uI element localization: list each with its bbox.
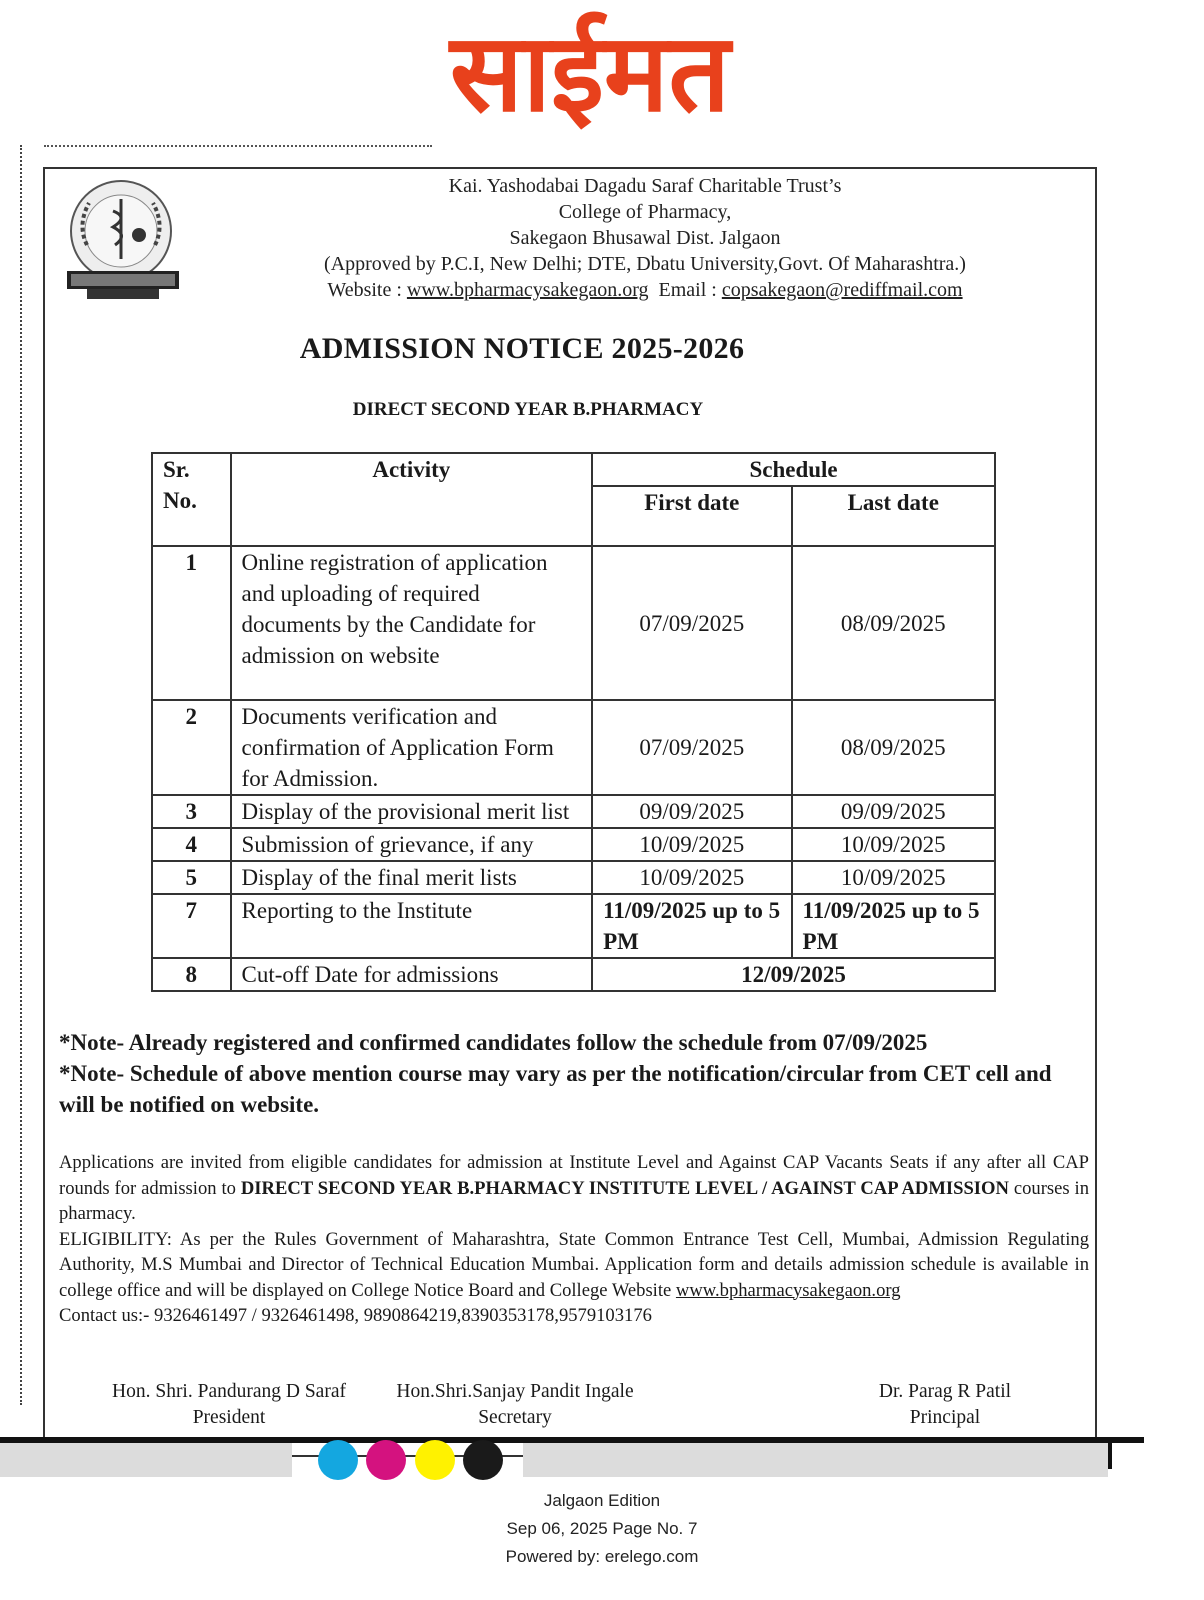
email-link[interactable]: copsakegaon@rediffmail.com	[721, 279, 963, 301]
magenta-registration-dot	[366, 1440, 406, 1480]
table-row	[152, 828, 995, 861]
eligibility-paragraph	[59, 1227, 1089, 1304]
contact-numbers: Contact us:- 9326461497 / 9326461498, 9890864219,8390353178,9579103176	[59, 1305, 652, 1326]
note-1: *Note- Already registered and confirmed candidates follow the schedule from 07/09/2025	[59, 1030, 928, 1055]
row-activity: Cut-off Date for admissions	[231, 958, 593, 991]
table-header-row	[152, 453, 995, 486]
crop-mark	[1110, 1437, 1144, 1443]
website-label: Website :	[327, 279, 407, 301]
dotted-divider-left	[20, 145, 22, 1405]
row-last-date: 10/09/2025	[792, 861, 995, 894]
header-activity: Activity	[231, 453, 593, 546]
applications-paragraph	[59, 1150, 1089, 1227]
row-activity: Display of the final merit lists	[231, 861, 593, 894]
table-row	[152, 958, 995, 991]
notice-title	[45, 332, 1095, 366]
black-registration-dot	[463, 1440, 503, 1480]
row-last-date: 10/09/2025	[792, 828, 995, 861]
applications-text-end: courses in pharmacy.	[59, 1177, 1089, 1224]
signatory-role: President	[192, 1407, 266, 1428]
notice-subtitle-text: DIRECT SECOND YEAR B.PHARMACY	[352, 399, 704, 420]
row-sr: 1	[152, 546, 231, 700]
approval-line: (Approved by P.C.I, New Delhi; DTE, Dbatu University,Govt. Of Maharashtra.)	[324, 253, 966, 275]
yellow-registration-dot	[415, 1440, 455, 1480]
row-activity: Documents verification and confirmation of Application Form for Admission.	[231, 700, 593, 795]
footer-date-page: Sep 06, 2025 Page No. 7	[506, 1519, 698, 1538]
row-last-date: 09/09/2025	[792, 795, 995, 828]
row-cutoff-date: 12/09/2025	[592, 958, 995, 991]
table-row	[152, 700, 995, 795]
row-first-date: 07/09/2025	[592, 700, 791, 795]
footer-edition: Jalgaon Edition	[543, 1491, 661, 1510]
table-row	[152, 894, 995, 958]
cyan-registration-dot	[318, 1440, 358, 1480]
row-activity: Online registration of application and uploading of required documents by the Candidate for admission on website	[231, 546, 593, 700]
signatory-role: Secretary	[478, 1407, 552, 1428]
applications-text: Applications are invited from eligible candidates for admission at Institute Level and Against CAP Vacants Seats if any after all CAP rounds for admission to	[59, 1152, 1089, 1199]
row-first-date: 07/09/2025	[592, 546, 791, 700]
row-sr: 3	[152, 795, 231, 828]
table-row	[152, 795, 995, 828]
course-name-bold: DIRECT SECOND YEAR B.PHARMACY INSTITUTE LEVEL / AGAINST CAP ADMISSION	[240, 1177, 1009, 1199]
row-first-date: 11/09/2025 up to 5 PM	[592, 894, 791, 958]
admission-notice	[43, 167, 1097, 1457]
row-sr: 5	[152, 861, 231, 894]
notes-block	[59, 1027, 1079, 1120]
notice-title-text: ADMISSION NOTICE 2025-2026	[299, 332, 745, 365]
website-link[interactable]: www.bpharmacysakegaon.org	[406, 279, 649, 301]
signatory-name: Hon.Shri.Sanjay Pandit Ingale	[396, 1381, 634, 1402]
row-first-date: 10/09/2025	[592, 861, 791, 894]
header-schedule: Schedule	[592, 453, 995, 486]
college-name: College of Pharmacy,	[558, 201, 732, 223]
row-sr: 8	[152, 958, 231, 991]
grey-strip-left	[0, 1443, 292, 1477]
signatory-role: Principal	[909, 1407, 981, 1428]
signatory-secretary	[375, 1379, 655, 1431]
row-sr: 7	[152, 894, 231, 958]
college-address: Sakegaon Bhusawal Dist. Jalgaon	[509, 227, 781, 249]
dotted-divider-top	[44, 145, 432, 147]
row-sr: 2	[152, 700, 231, 795]
masthead-svg	[400, 0, 780, 140]
crop-mark-vertical	[1108, 1437, 1112, 1469]
email-label: Email :	[648, 279, 722, 301]
row-activity: Reporting to the Institute	[231, 894, 593, 958]
signatory-name: Dr. Parag R Patil	[878, 1381, 1012, 1402]
signatory-president	[79, 1379, 379, 1431]
signatory-principal	[835, 1379, 1055, 1431]
college-header	[205, 173, 1085, 303]
signatory-name: Hon. Shri. Pandurang D Saraf	[112, 1381, 346, 1402]
schedule-table	[151, 452, 996, 992]
contact-line	[205, 277, 1085, 303]
note-2: *Note- Schedule of above mention course may vary as per the notification/circular from CET cell and will be notified on website.	[59, 1061, 1052, 1117]
masthead-text: साईमत	[449, 11, 731, 136]
header-sr-no: Sr. No.	[152, 453, 231, 546]
row-last-date: 11/09/2025 up to 5 PM	[792, 894, 995, 958]
grey-strip-right	[523, 1443, 1108, 1477]
college-emblem-icon	[57, 175, 189, 301]
row-last-date: 08/09/2025	[792, 700, 995, 795]
eligibility-text: ELIGIBILITY: As per the Rules Government of Maharashtra, State Common Entrance Test Cell, Mumbai, Admission Regulating Authority, M.S Mumbai and Director of Technical Education Mumbai. Application form and details admission schedule is available in college office and will be displayed on College Notice Board and College Website	[59, 1228, 1089, 1301]
row-activity: Display of the provisional merit list	[231, 795, 593, 828]
row-activity: Submission of grievance, if any	[231, 828, 593, 861]
admission-details	[59, 1150, 1089, 1329]
trust-name: Kai. Yashodabai Dagadu Saraf Charitable Trust’s	[448, 175, 842, 197]
row-sr: 4	[152, 828, 231, 861]
website-link-body[interactable]: www.bpharmacysakegaon.org	[675, 1279, 901, 1301]
table-row	[152, 861, 995, 894]
footer-powered-by: Powered by: erelego.com	[505, 1547, 699, 1566]
notice-subtitle	[45, 399, 1095, 421]
row-first-date: 09/09/2025	[592, 795, 791, 828]
header-last-date: Last date	[792, 486, 995, 546]
row-first-date: 10/09/2025	[592, 828, 791, 861]
header-first-date: First date	[592, 486, 791, 546]
row-last-date: 08/09/2025	[792, 546, 995, 700]
table-row	[152, 546, 995, 700]
newspaper-masthead-logo	[400, 0, 780, 140]
